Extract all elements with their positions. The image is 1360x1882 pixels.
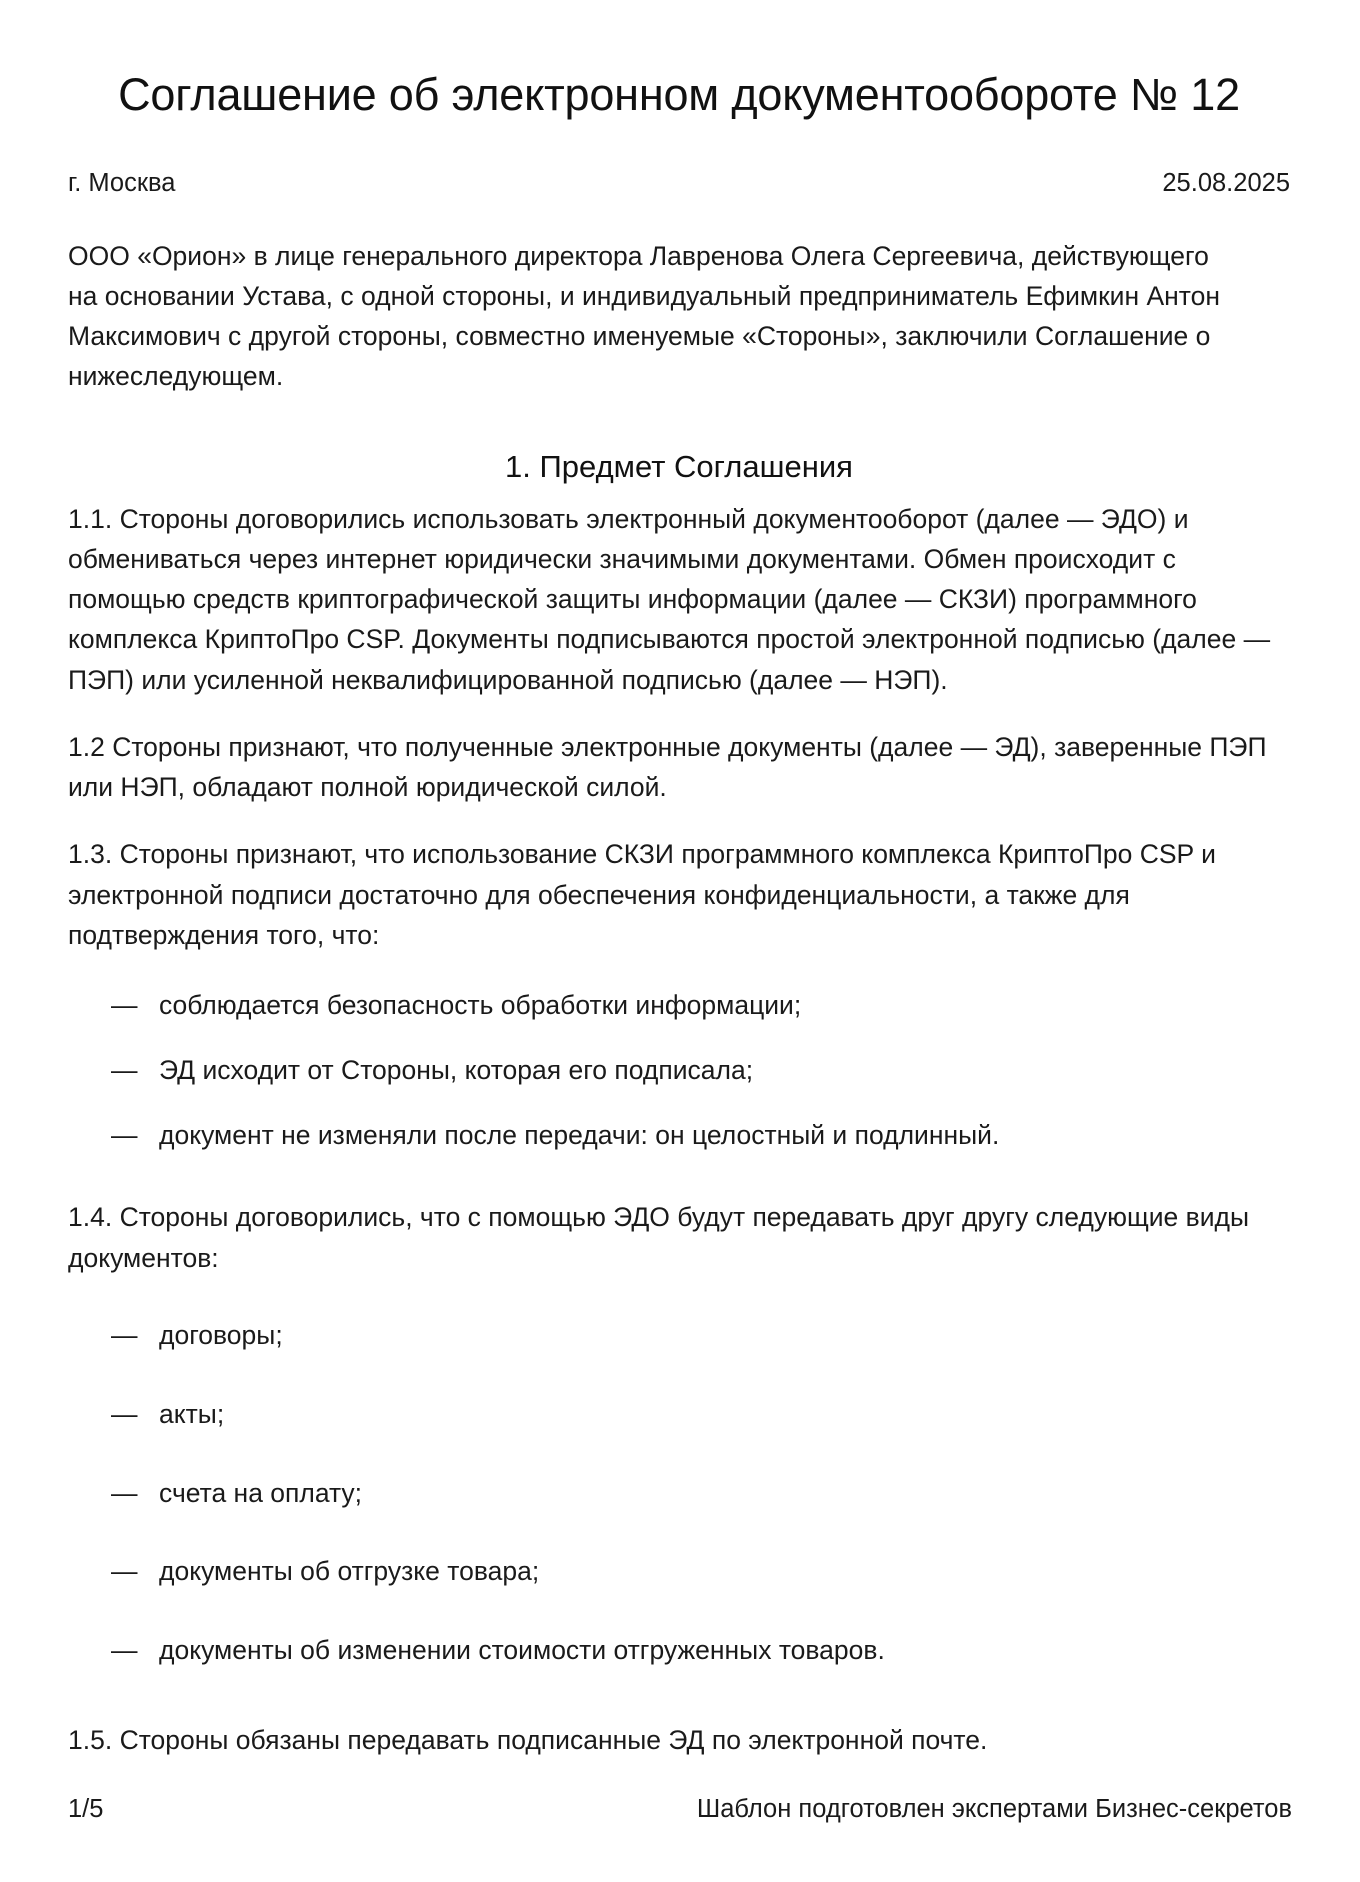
list-item-label: ЭД исходит от Стороны, которая его подписала; [159,1054,754,1085]
dash-bullet-icon: — [111,1398,138,1429]
list-item-label: счета на оплату; [159,1477,363,1508]
clause-1-3-list [68,973,1290,1167]
list-item [68,973,1290,1038]
dash-bullet-icon: — [111,1556,138,1587]
dash-bullet-icon: — [111,1320,138,1351]
list-item-label: соблюдается безопасность обработки информации; [159,990,802,1021]
list-item-label: документы об изменении стоимости отгруженных товаров. [159,1635,885,1666]
intro-paragraph: ООО «Орион» в лице генерального директора Лавренова Олега Сергеевича, действующего на основании Устава, с одной стороны, и индивидуальный предприниматель Ефимкин Антон Максимович с другой стороны, совместно именуемые «Стороны», заключили Соглашение о нижеследующем. [68,240,1220,392]
list-item [68,1296,1290,1375]
list-item [68,1454,1290,1533]
footer-page-number: 1/5 [68,1795,104,1823]
clause-1-4-list [68,1296,1290,1690]
dash-bullet-icon: — [111,990,138,1021]
list-item-label: договоры; [159,1320,283,1351]
clause-1-4: 1.4. Стороны договорились, что с помощью ЭДО будут передавать друг другу следующие виды документов: [68,1202,1250,1273]
document-content [68,0,1290,1760]
page-footer [68,1795,1292,1824]
clause-1-1: 1.1. Стороны договорились использовать электронный документооборот (далее — ЭДО) и обмениваться через интернет юридически значимыми документами. Обмен происходит с помощью средств криптографической защиты информации (далее — СКЗИ) программного комплекса КриптоПро CSP. Документы подписываются простой электронной подписью (далее — ПЭП) или усиленной неквалифицированной подписью (далее — НЭП). [68,503,1271,695]
section-heading-1: 1. Предмет Соглашения [505,448,853,484]
list-item-label: документ не изменяли после передачи: он целостный и подлинный. [159,1119,1000,1150]
clause-1-2: 1.2 Стороны признают, что полученные электронные документы (далее — ЭД), заверенные ПЭП или НЭП, обладают полной юридической силой. [68,731,1267,803]
dash-bullet-icon: — [111,1054,138,1085]
document-meta [68,166,1290,200]
clause-1-3: 1.3. Стороны признают, что использование СКЗИ программного комплекса КриптоПро CSP и электронной подписи достаточно для обеспечения конфиденциальности, а также для подтверждения того, что: [68,839,1216,950]
list-item [68,1103,1290,1168]
list-item [68,1375,1290,1454]
list-item-label: акты; [159,1398,225,1429]
dash-bullet-icon: — [111,1119,138,1150]
list-item [68,1611,1290,1690]
list-item [68,1532,1290,1611]
document-date: 25.08.2025 [1162,169,1290,198]
dash-bullet-icon: — [111,1477,138,1508]
page-title: Соглашение об электронном документообороте № 12 [118,69,1240,120]
dash-bullet-icon: — [111,1635,138,1666]
list-item [68,1038,1290,1103]
footer-note: Шаблон подготовлен экспертами Бизнес-секретов [696,1795,1292,1823]
list-item-label: документы об отгрузке товара; [159,1556,540,1587]
document-city: г. Москва [68,169,176,198]
clause-1-5: 1.5. Стороны обязаны передавать подписанные ЭД по электронной почте. [68,1724,988,1755]
